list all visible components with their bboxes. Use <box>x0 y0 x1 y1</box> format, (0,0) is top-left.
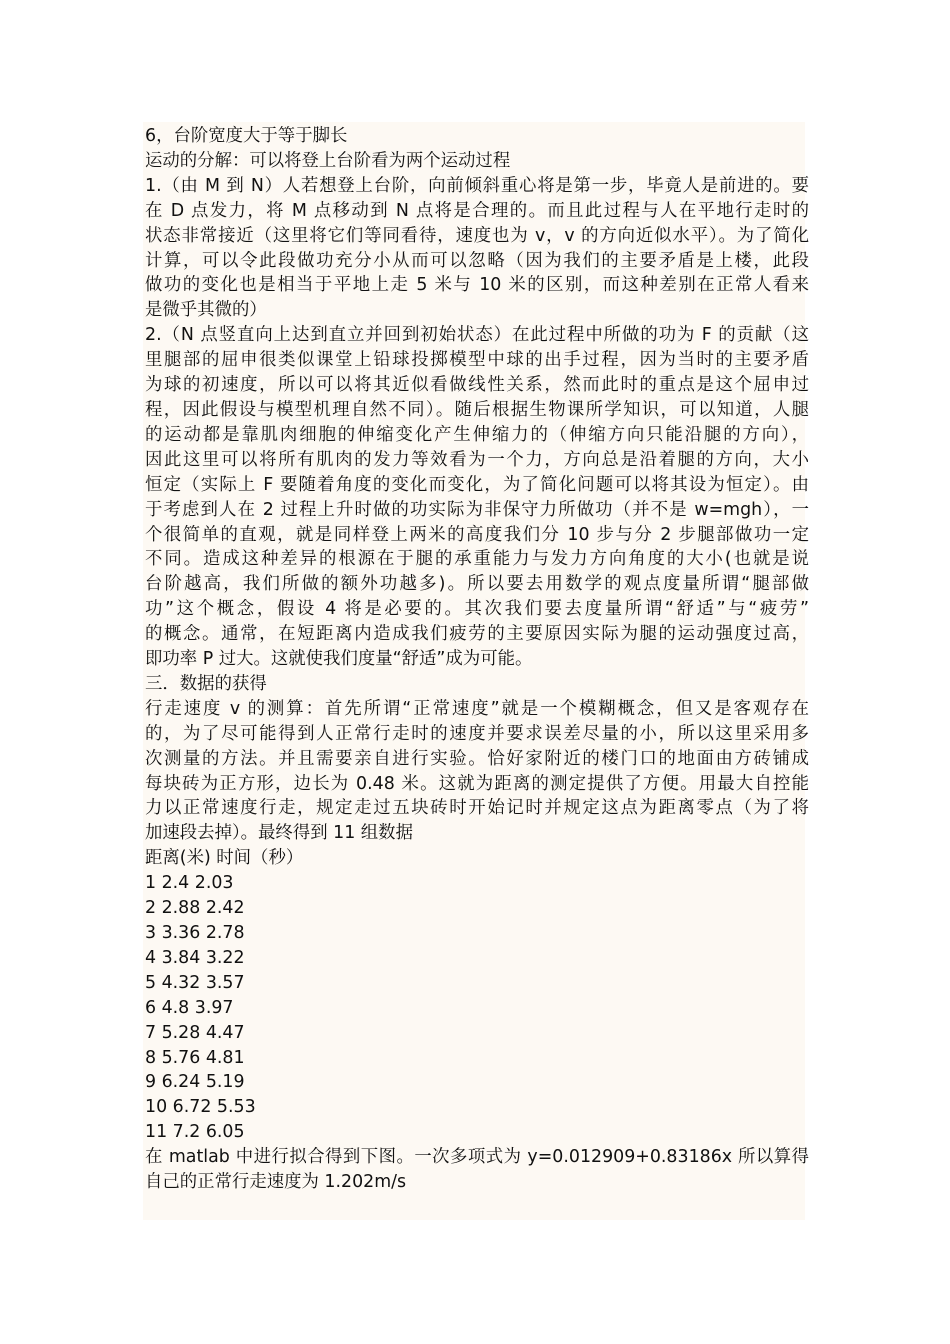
paragraph-line: 的运动都是靠肌肉细胞的伸缩变化产生伸缩力的（伸缩方向只能沿腿的方向）， <box>145 424 809 445</box>
paragraph-line: 于考虑到人在 2 过程上升时做的功实际为非保守力所做功（并不是 w=mgh），一 <box>145 499 809 520</box>
paragraph-line: 程，因此假设与模型机理自然不同）。随后根据生物课所学知识，可以知道，人腿 <box>145 399 809 420</box>
data-row: 9 6.24 5.19 <box>145 1072 245 1093</box>
paragraph-line: 个很简单的直观，就是同样登上两米的高度我们分 10 步与分 2 步腿部做功一定 <box>145 524 809 545</box>
data-row: 3 3.36 2.78 <box>145 923 245 943</box>
paragraph-line: 状态非常接近（这里将它们等同看待，速度也为 v，v 的方向近似水平）。为了简化 <box>145 225 809 246</box>
paragraph-line: 次测量的方法。并且需要亲自进行实验。恰好家附近的楼门口的地面由方砖铺成 <box>145 748 809 769</box>
data-row: 10 6.72 5.53 <box>145 1097 256 1118</box>
paragraph-line: 是微乎其微的） <box>145 300 267 321</box>
paragraph-line: 计算，可以令此段做功充分小从而可以忽略（因为我们的主要矛盾是上楼，此段 <box>145 250 809 271</box>
data-table-header: 距离(米) 时间（秒） <box>145 848 304 869</box>
paragraph-line: 台阶越高，我们所做的额外功越多)。所以要去用数学的观点度量所谓“腿部做 <box>145 574 809 595</box>
paragraph-line: 因此这里可以将所有肌肉的发力等效看为一个力，方向总是沿着腿的方向，大小 <box>145 449 809 470</box>
paragraph-line: 加速段去掉）。最终得到 11 组数据 <box>145 823 413 844</box>
decomposition-title: 运动的分解：可以将登上台阶看为两个运动过程 <box>145 150 511 171</box>
paragraph-line: 不同。造成这种差异的根源在于腿的承重能力与发力方向角度的大小(也就是说 <box>145 549 809 570</box>
document-body <box>145 124 809 1195</box>
paragraph-line: 的，为了尽可能得到人正常行走时的速度并要求误差尽量的小，所以这里采用多 <box>145 723 809 744</box>
paragraph-line: 在 matlab 中进行拟合得到下图。一次多项式为 y=0.012909+0.83186x 所以算得 <box>145 1147 809 1168</box>
data-row: 6 4.8 3.97 <box>145 997 234 1018</box>
data-row: 2 2.88 2.42 <box>145 898 245 919</box>
paragraph-line: 2.（N 点竖直向上达到直立并回到初始状态）在此过程中所做的功为 F 的贡献（这 <box>145 325 809 346</box>
data-row: 11 7.2 6.05 <box>145 1122 245 1143</box>
paragraph-line: 即功率 P 过大。这就使我们度量“舒适”成为可能。 <box>145 649 533 670</box>
paragraph-step-1 <box>145 174 809 323</box>
paragraph-line: 功”这个概念，假设 4 将是必要的。其次我们要去度量所谓“舒适”与“疲劳” <box>145 599 809 620</box>
paragraph-line: 为球的初速度，所以可以将其近似看做线性关系，然而此时的重点是这个屈申过 <box>145 375 809 396</box>
paragraph-line: 里腿部的屈申很类似课堂上铅球投掷模型中球的出手过程，因为当时的主要矛盾 <box>145 350 809 371</box>
paragraph-line: 力以正常速度行走，规定走过五块砖时开始记时并规定这点为距离零点（为了将 <box>145 798 809 819</box>
paragraph-line: 1.（由 M 到 N）人若想登上台阶，向前倾斜重心将是第一步，毕竟人是前进的。要 <box>145 175 809 196</box>
data-row: 7 5.28 4.47 <box>145 1022 245 1043</box>
paragraph-line: 做功的变化也是相当于平地上走 5 米与 10 米的区别，而这种差别在正常人看来 <box>145 275 809 296</box>
paragraph-line: 自己的正常行走速度为 1.202m/s <box>145 1172 407 1193</box>
paragraph-measurement <box>145 697 809 846</box>
data-list <box>145 871 809 1145</box>
paragraph-step-2 <box>145 323 809 672</box>
paragraph-line: 行走速度 v 的测算：首先所谓“正常速度”就是一个模糊概念，但又是客观存在 <box>145 698 809 719</box>
heading-line: 6，台阶宽度大于等于脚长 <box>145 126 348 146</box>
paragraph-line: 恒定（实际上 F 要随着角度的变化而变化，为了简化问题可以将其设为恒定）。由 <box>145 474 809 495</box>
paragraph-conclusion <box>145 1145 809 1195</box>
paragraph-line: 在 D 点发力，将 M 点移动到 N 点将是合理的。而且此过程与人在平地行走时的 <box>145 200 809 221</box>
data-row: 4 3.84 3.22 <box>145 947 245 968</box>
paragraph-line: 每块砖为正方形，边长为 0.48 米。这就为距离的测定提供了方便。用最大自控能 <box>145 773 809 794</box>
data-row: 5 4.32 3.57 <box>145 972 245 993</box>
section-3-title: 三．数据的获得 <box>145 673 267 694</box>
data-row: 8 5.76 4.81 <box>145 1047 245 1068</box>
data-row: 1 2.4 2.03 <box>145 873 234 894</box>
paragraph-line: 的概念。通常，在短距离内造成我们疲劳的主要原因实际为腿的运动强度过高， <box>145 624 809 645</box>
